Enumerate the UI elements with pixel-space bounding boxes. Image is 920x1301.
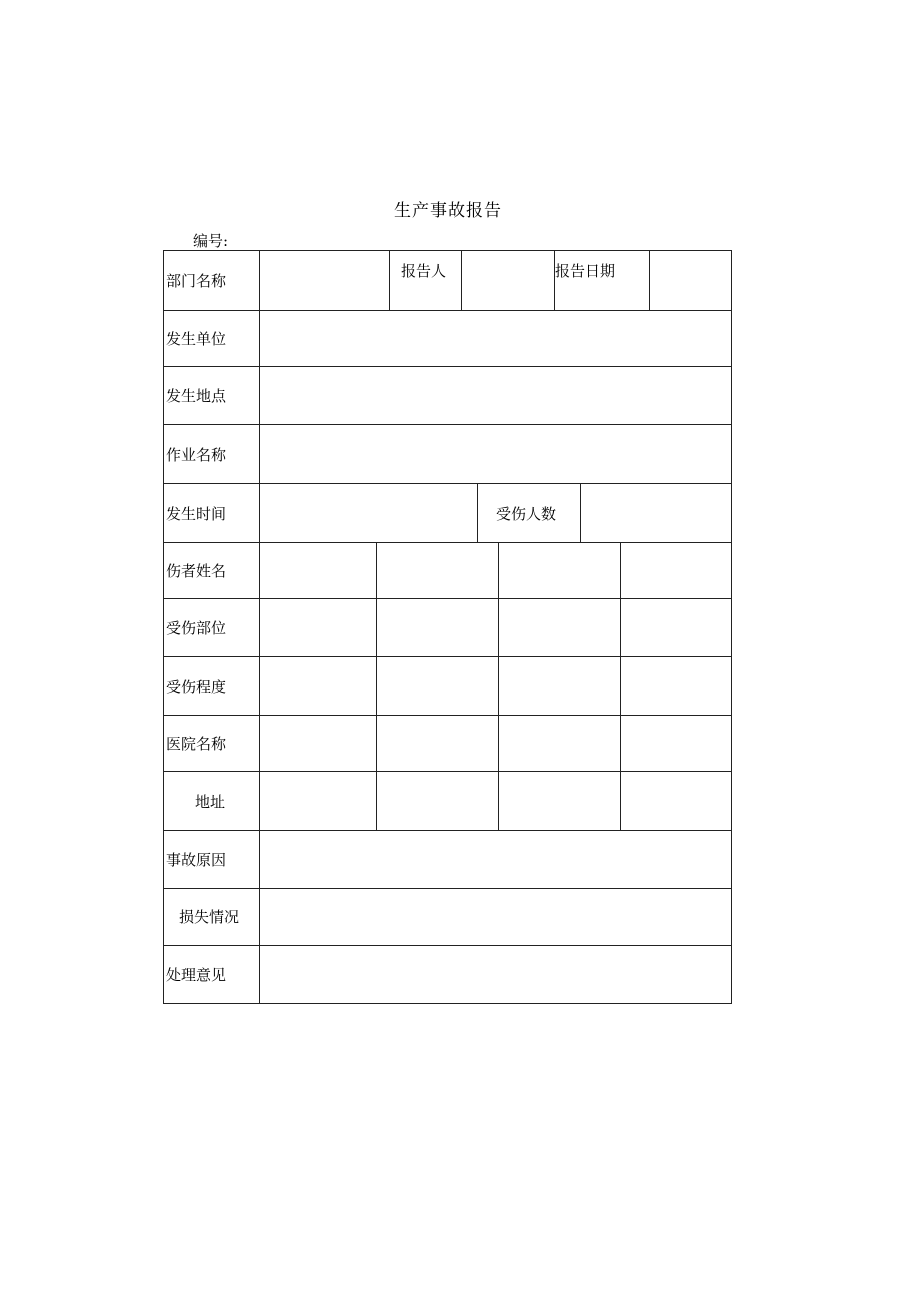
- injured-name-field-3[interactable]: [499, 543, 620, 598]
- hospital-name-field-3[interactable]: [499, 716, 620, 771]
- loss-situation-label: 损失情况: [179, 908, 240, 926]
- injured-name-field-1[interactable]: [260, 543, 376, 598]
- occurrence-time-field[interactable]: [260, 484, 477, 542]
- injury-part-field-1[interactable]: [260, 599, 376, 656]
- operation-name-field[interactable]: [260, 425, 731, 483]
- address-field-3[interactable]: [499, 772, 620, 830]
- hospital-name-field-2[interactable]: [377, 716, 498, 771]
- injured-name-field-2[interactable]: [377, 543, 498, 598]
- address-field-4[interactable]: [621, 772, 731, 830]
- hospital-name-label: 医院名称: [166, 735, 227, 753]
- injured-count-label: 受伤人数: [496, 505, 557, 523]
- injured-name-field-4[interactable]: [621, 543, 731, 598]
- reporter-field[interactable]: [462, 251, 554, 310]
- operation-name-label: 作业名称: [166, 446, 227, 464]
- occurrence-location-field[interactable]: [260, 367, 731, 424]
- injury-degree-field-4[interactable]: [621, 657, 731, 715]
- loss-situation-field[interactable]: [260, 889, 731, 945]
- occurrence-unit-field[interactable]: [260, 311, 731, 366]
- address-label: 地址: [195, 793, 226, 811]
- injury-degree-field-3[interactable]: [499, 657, 620, 715]
- injury-degree-label: 受伤程度: [166, 678, 227, 696]
- column-divider: [389, 251, 390, 310]
- address-field-1[interactable]: [260, 772, 376, 830]
- report-date-label: 报告日期: [555, 262, 616, 280]
- injury-part-label: 受伤部位: [166, 619, 227, 637]
- occurrence-unit-label: 发生单位: [166, 330, 227, 348]
- occurrence-location-label: 发生地点: [166, 387, 227, 405]
- department-name-label: 部门名称: [166, 272, 227, 290]
- address-field-2[interactable]: [377, 772, 498, 830]
- report-date-field[interactable]: [650, 251, 731, 310]
- column-divider: [477, 483, 478, 542]
- handling-opinion-field[interactable]: [260, 946, 731, 1003]
- number-label: 编号:: [193, 232, 229, 250]
- occurrence-time-label: 发生时间: [166, 505, 227, 523]
- document-title: 生产事故报告: [394, 201, 502, 221]
- injury-part-field-3[interactable]: [499, 599, 620, 656]
- accident-cause-field[interactable]: [260, 831, 731, 888]
- injury-degree-field-2[interactable]: [377, 657, 498, 715]
- injured-name-label: 伤者姓名: [166, 562, 227, 580]
- handling-opinion-label: 处理意见: [166, 966, 227, 984]
- reporter-label: 报告人: [401, 262, 447, 280]
- injury-part-field-4[interactable]: [621, 599, 731, 656]
- hospital-name-field-1[interactable]: [260, 716, 376, 771]
- department-name-field[interactable]: [260, 251, 389, 310]
- injury-degree-field-1[interactable]: [260, 657, 376, 715]
- injury-part-field-2[interactable]: [377, 599, 498, 656]
- injured-count-field[interactable]: [581, 484, 731, 542]
- accident-report-form: [163, 250, 732, 1004]
- hospital-name-field-4[interactable]: [621, 716, 731, 771]
- accident-cause-label: 事故原因: [166, 851, 227, 869]
